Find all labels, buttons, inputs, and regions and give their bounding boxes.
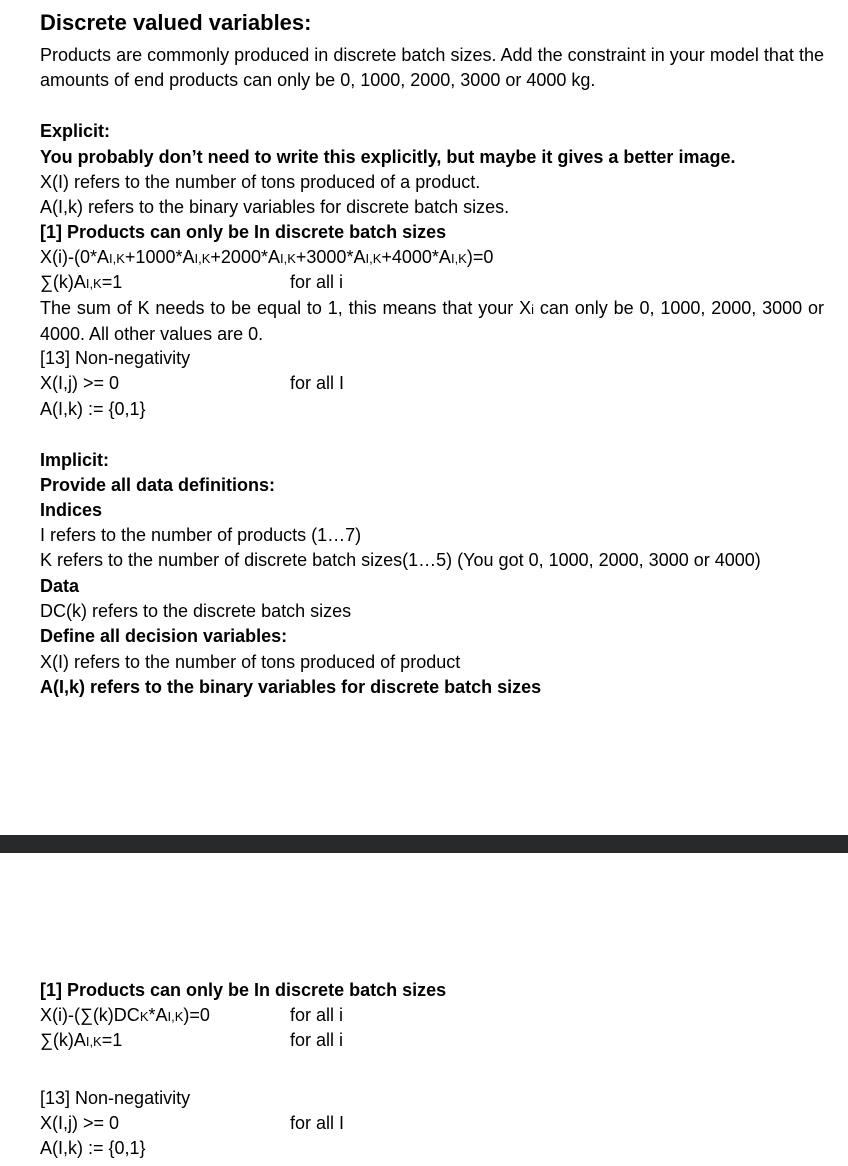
- explicit-heading: Explicit:: [40, 121, 111, 141]
- a-definition: A(I,k) refers to the binary variables for discrete batch sizes.: [40, 197, 510, 217]
- sum-constraint: ∑(k)AI,K=1: [40, 272, 123, 292]
- binary-constraint-2: A(I,k) := {0,1}: [40, 1138, 146, 1158]
- constraint-13-heading: [13] Non-negativity: [40, 348, 191, 368]
- for-all-i-label-3: for all i: [290, 1030, 344, 1050]
- nonneg-constraint-2: X(I,j) >= 0: [40, 1113, 120, 1133]
- sum-constraint-2: ∑(k)AI,K=1: [40, 1030, 123, 1050]
- nonneg-constraint: X(I,j) >= 0: [40, 373, 120, 393]
- indices-heading: Indices: [40, 500, 103, 520]
- x-variable-definition: X(I) refers to the number of tons produced of product: [40, 652, 461, 672]
- explicit-note: You probably don’t need to write this explicitly, but maybe it gives a better image.: [40, 147, 736, 167]
- constraint-1-heading-2: [1] Products can only be In discrete batch sizes: [40, 980, 447, 1000]
- dc-definition: DC(k) refers to the discrete batch sizes: [40, 601, 352, 621]
- for-all-i-label-2: for all i: [290, 1005, 344, 1025]
- k-index-definition: K refers to the number of discrete batch sizes(1…5) (You got 0, 1000, 2000, 3000 or 4000): [40, 550, 761, 570]
- page-separator: [0, 835, 848, 853]
- x-definition: X(I) refers to the number of tons produced of a product.: [40, 172, 481, 192]
- implicit-heading: Implicit:: [40, 450, 110, 470]
- for-all-I-label-2: for all I: [290, 1113, 345, 1133]
- data-heading: Data: [40, 576, 80, 596]
- for-all-i-label: for all i: [290, 272, 344, 292]
- a-variable-definition: A(I,k) refers to the binary variables for discrete batch sizes: [40, 677, 542, 697]
- page-title: Discrete valued variables:: [40, 10, 312, 35]
- decision-variables-heading: Define all decision variables:: [40, 626, 288, 646]
- for-all-I-label: for all I: [290, 373, 345, 393]
- document-page-2: [0, 853, 848, 1166]
- constraint-1-heading: [1] Products can only be In discrete batch sizes: [40, 222, 447, 242]
- provide-data-heading: Provide all data definitions:: [40, 475, 276, 495]
- intro-paragraph: Products are commonly produced in discrete batch sizes. Add the constraint in your model that the amounts of end products can only be 0, 1000, 2000, 3000 or 4000 kg.: [40, 45, 824, 90]
- i-index-definition: I refers to the number of products (1…7): [40, 525, 362, 545]
- binary-constraint: A(I,k) := {0,1}: [40, 399, 146, 419]
- constraint-1-equation-2: X(i)-(∑(k)DCK*AI,K)=0: [40, 1005, 210, 1025]
- constraint-13-heading-2: [13] Non-negativity: [40, 1088, 191, 1108]
- sum-explanation: The sum of K needs to be equal to 1, this means that your Xi can only be 0, 1000, 2000, 3000 or 4000. All other values are 0.: [40, 298, 825, 344]
- constraint-1-equation: X(i)-(0*AI,K+1000*AI,K+2000*AI,K+3000*AI,K+4000*AI,K)=0: [40, 247, 494, 267]
